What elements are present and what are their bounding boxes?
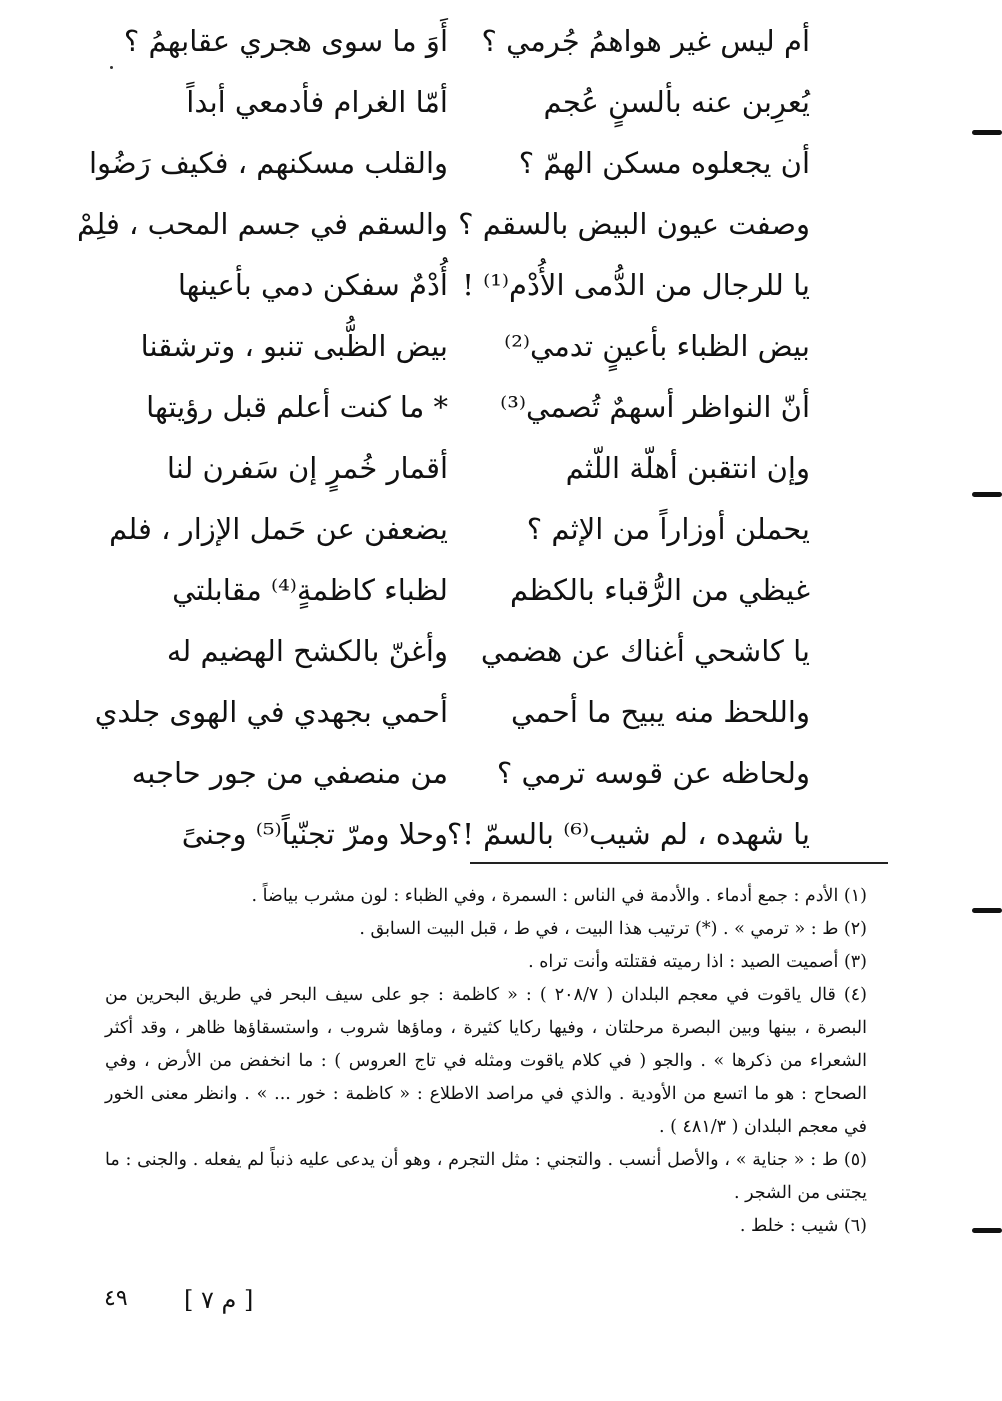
first-hemistich: من منصفي من جور حاجبه [131, 756, 448, 790]
first-hemistich: أحمي بجهدي في الهوى جلدي [94, 695, 448, 729]
second-hemistich: بيض الظباء بأعينٍ تدمي⁽²⁾ [504, 329, 810, 363]
verse-line [0, 319, 1002, 373]
second-hemistich: وإن انتقبن أهلّة اللّثم [565, 451, 810, 485]
second-hemistich: أنّ النواظر أسهمٌ تُصمي⁽³⁾ [500, 390, 810, 424]
verse-line [0, 75, 1002, 129]
first-hemistich: والسقم في جسم المحب ، فلِمْ [77, 207, 448, 241]
margin-mark [972, 908, 1002, 913]
first-hemistich: وأغنّ بالكشح الهضيم له [166, 634, 448, 668]
footnote-2: (٢) ط : « ترمي » . (*) ترتيب هذا البيت ، في ط ، قبل البيت السابق . [359, 919, 867, 939]
second-hemistich: يا شهده ، لم شيب⁽⁶⁾ بالسمّ !؟ [446, 817, 810, 851]
first-hemistich: أمّا الغرام فأدمعي أبداً [186, 85, 448, 119]
footnote-1: (١) الأدم : جمع أدماء . والأدمة في الناس : السمرة ، وفي الظباء : لون مشرب بياضاً . [251, 886, 867, 906]
margin-mark [972, 1228, 1002, 1233]
second-hemistich: يحملن أوزاراً من الإثم ؟ [526, 512, 810, 546]
footnote-4: (٤) قال ياقوت في معجم البلدان ( ٢٠٨/٧ ) : « كاظمة : جو على سيف البحر في طريق البحرين من البصرة ، بينها وبين البصرة مرحلتان ، وفيها ركايا كثيرة ، وماؤها شروب ، واستسقاؤها ظاهر ، وقد أكثر الشعراء من ذكرها » . والجو ( في كلام ياقوت ومثله في تاج العروس ) : ما انخفض من الأرض ، وفي الصحاح : هو ما اتسع من الأودية . والذي في مراصد الاطلاع : « كاظمة : خور ... » . وانظر معنى الخور في معجم البلدان ( ٤٨١/٣ ) . [105, 985, 867, 1137]
verse-line [0, 624, 1002, 678]
verse-line [0, 563, 1002, 617]
scan-speck [110, 66, 113, 69]
first-hemistich: بيض الظُّبى تنبو ، وترشقنا [140, 329, 448, 363]
verse-line [0, 258, 1002, 312]
first-hemistich: وحلا ومرّ تجنّياً⁽⁵⁾ وجنىً [181, 817, 448, 851]
verse-line [0, 502, 1002, 556]
verse-line [0, 197, 1002, 251]
footnote-separator [470, 862, 888, 864]
margin-mark [972, 130, 1002, 135]
second-hemistich: غيظي من الرُّقباء بالكظم [510, 573, 810, 607]
footnotes [105, 880, 867, 1243]
verse-line [0, 14, 1002, 68]
verse-line [0, 746, 1002, 800]
second-hemistich: أن يجعلوه مسكن الهمّ ؟ [518, 146, 810, 180]
verse-line [0, 441, 1002, 495]
first-hemistich: يضعفن عن حَمل الإزار ، فلم [109, 512, 448, 546]
footnote-3: (٣) أصميت الصيد : اذا رميته فقتلته وأنت تراه . [528, 952, 867, 972]
first-hemistich: أُدْمٌ سفكن دمي بأعينها [177, 268, 448, 302]
first-hemistich: أقمار خُمرٍ إن سَفرن لنا [166, 451, 448, 485]
verse-line [0, 807, 1002, 861]
second-hemistich: أم ليس غير هواهمُ جُرمي ؟ [481, 24, 810, 58]
first-hemistich: * ما كنت أعلم قبل رؤيتها [146, 390, 448, 424]
second-hemistich: ولحاظه عن قوسه ترمي ؟ [496, 756, 810, 790]
second-hemistich: واللحظ منه يبيح ما أحمي [510, 695, 810, 729]
footnote-5: (٥) ط : « جناية » ، والأصل أنسب . والتجني : مثل التجرم ، وهو أن يدعى عليه ذنباً لم يفعله . والجنى : ما يجتنى من الشجر . [105, 1150, 867, 1203]
second-hemistich: وصفت عيون البيض بالسقم ؟ [458, 207, 810, 241]
second-hemistich: يُعرِبن عنه بألسنٍ عُجم [543, 85, 810, 119]
signature-mark: [ م ٧ ] [184, 1286, 254, 1314]
first-hemistich: والقلب مسكنهم ، فكيف رَضُوا [88, 146, 448, 180]
verse-line [0, 136, 1002, 190]
second-hemistich: يا للرجال من الدُّمى الأُدْم⁽¹⁾ ! [462, 268, 810, 302]
verse-line [0, 380, 1002, 434]
page-number: ٤٩ [104, 1286, 128, 1311]
first-hemistich: لظباء كاظمةٍ⁽⁴⁾ مقابلتي [172, 573, 448, 607]
verse-line [0, 685, 1002, 739]
second-hemistich: يا كاشحي أغناك عن هضمي [480, 634, 810, 668]
first-hemistich: أَوَ ما سوى هجري عقابهمُ ؟ [123, 24, 448, 58]
margin-mark [972, 492, 1002, 497]
footnote-6: (٦) شيب : خلط . [739, 1216, 867, 1236]
